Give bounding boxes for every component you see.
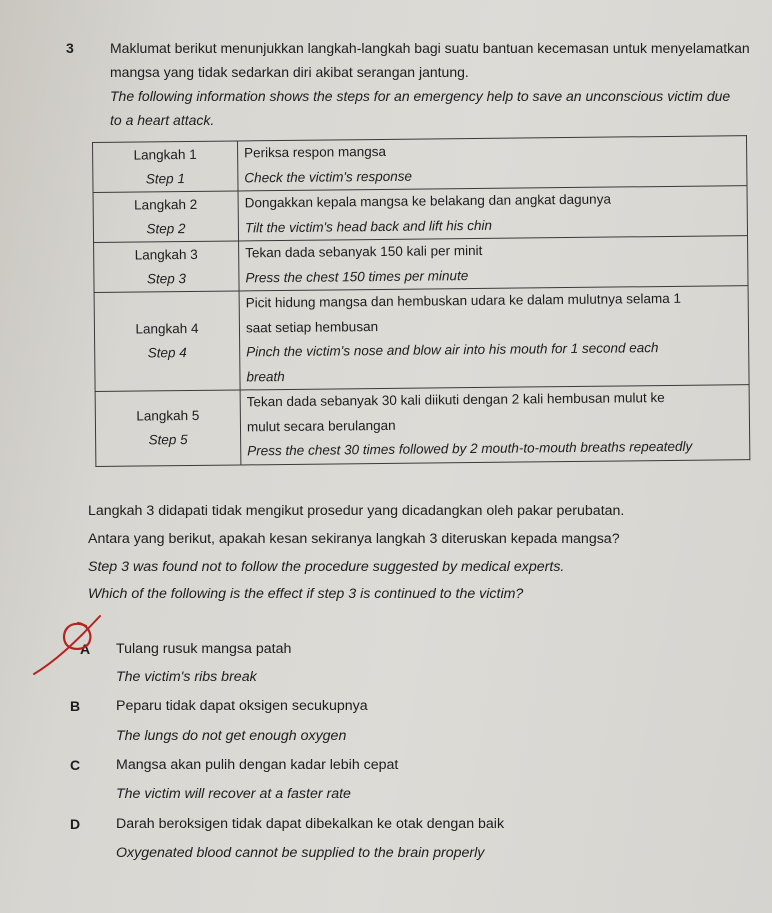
step-description-ms: Tekan dada sebanyak 150 kali per minit	[245, 242, 483, 261]
option-a-ms: Tulang rusuk mangsa patah	[116, 641, 292, 657]
question-number: 3	[66, 40, 74, 56]
answer-circle-mark	[28, 608, 118, 678]
step-label-cell	[94, 291, 240, 392]
step-label-ms: Langkah 4	[135, 320, 199, 337]
step-description-ms: Tekan dada sebanyak 30 kali diikuti dengan 2 kali hembusan mulut ke	[246, 390, 665, 410]
option-c-letter: C	[70, 757, 81, 773]
step-description-en: breath	[246, 368, 285, 384]
step-description-ms: Picit hidung mangsa dan hembuskan udara ke dalam mulutnya selama 1	[245, 290, 682, 311]
step-label-en: Step 3	[146, 270, 187, 286]
option-c-en: The victim will recover at a faster rate	[116, 786, 351, 802]
step-description-ms: saat setiap hembusan	[245, 318, 379, 335]
step-label-cell	[93, 191, 239, 243]
step-label-ms: Langkah 1	[133, 146, 197, 163]
step-label-en: Step 2	[146, 220, 186, 236]
step-description-en: Press the chest 150 times per minute	[245, 267, 469, 285]
question-stem-ms-line2: mangsa yang tidak sedarkan diri akibat serangan jantung.	[110, 64, 469, 80]
step-description-ms: mulut secara berulangan	[246, 417, 396, 434]
step-description-ms: Periksa respon mangsa	[244, 143, 387, 161]
step-label-cell	[94, 241, 240, 293]
option-c-ms: Mangsa akan pulih dengan kadar lebih cepat	[116, 757, 399, 773]
step-row	[94, 286, 749, 392]
prompt-en-line1: Step 3 was found not to follow the procedure suggested by medical experts.	[88, 559, 565, 575]
prompt-ms-line2: Antara yang berikut, apakah kesan sekiranya langkah 3 diteruskan kepada mangsa?	[88, 531, 620, 547]
option-a-letter: A	[80, 641, 91, 657]
steps-table	[92, 135, 750, 466]
step-label-en: Step 5	[148, 431, 188, 448]
step-label-en: Step 1	[145, 170, 185, 186]
option-a-en: The victim's ribs break	[116, 669, 257, 685]
step-description-cell	[240, 385, 750, 465]
step-row	[93, 136, 747, 193]
option-b-en: The lungs do not get enough oxygen	[116, 728, 347, 744]
prompt-en-line2: Which of the following is the effect if step 3 is continued to the victim?	[88, 586, 524, 602]
step-label-ms: Langkah 2	[134, 196, 198, 213]
step-row	[94, 236, 748, 293]
step-description-en: Pinch the victim's nose and blow air into his mouth for 1 second each	[246, 340, 659, 360]
step-label-ms: Langkah 5	[136, 407, 200, 424]
step-description-en: Check the victim's response	[244, 168, 413, 185]
option-b-letter: B	[70, 698, 81, 714]
step-label-en: Step 4	[147, 345, 187, 361]
step-description-en: Tilt the victim's head back and lift his chin	[244, 217, 493, 235]
question-stem-en-line1: The following information shows the steps for an emergency help to save an unconscious victim due	[110, 88, 731, 104]
step-label-cell	[93, 141, 239, 193]
step-description-ms: Dongakkan kepala mangsa ke belakang dan angkat dagunya	[244, 191, 611, 211]
question-stem-en-line2: to a heart attack.	[110, 112, 215, 128]
step-row	[93, 186, 747, 243]
prompt-ms-line1: Langkah 3 didapati tidak mengikut prosedur yang dicadangkan oleh pakar perubatan.	[88, 503, 625, 519]
option-d-en: Oxygenated blood cannot be supplied to the brain properly	[116, 845, 485, 861]
step-description-cell	[239, 286, 749, 390]
option-b-ms: Peparu tidak dapat oksigen secukupnya	[116, 698, 368, 714]
step-description-cell	[237, 136, 746, 191]
step-description-cell	[238, 186, 747, 241]
step-row	[95, 385, 750, 466]
step-label-ms: Langkah 3	[134, 246, 198, 263]
step-description-en: Press the chest 30 times followed by 2 mouth-to-mouth breaths repeatedly	[247, 438, 693, 459]
step-description-cell	[239, 236, 748, 291]
option-d-letter: D	[70, 816, 81, 832]
option-d-ms: Darah beroksigen tidak dapat dibekalkan ke otak dengan baik	[116, 816, 505, 832]
step-label-cell	[95, 390, 241, 466]
question-stem-ms-line1: Maklumat berikut menunjukkan langkah-langkah bagi suatu bantuan kecemasan untuk menyelamatkan	[110, 40, 750, 56]
